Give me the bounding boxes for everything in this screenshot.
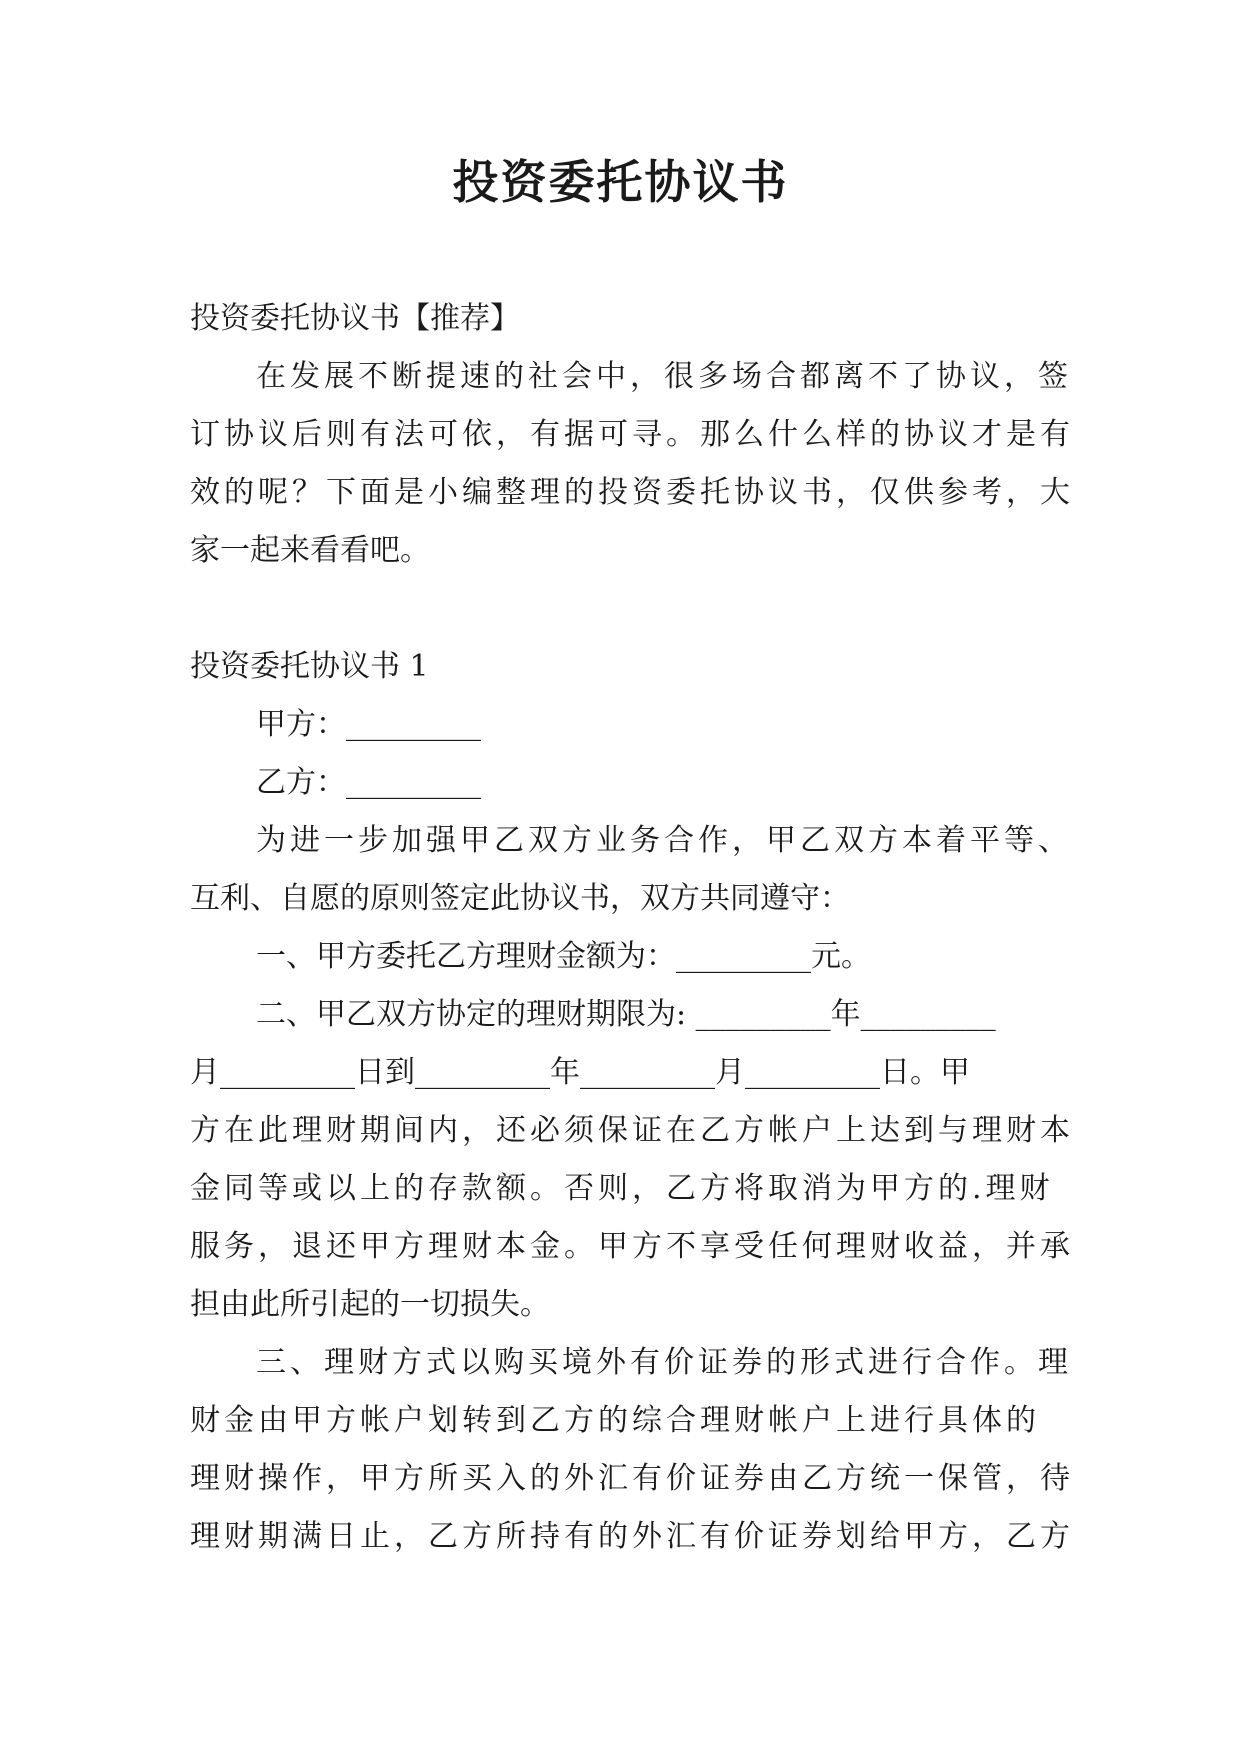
document-body: [190, 290, 1074, 1566]
blank-line: [190, 580, 1050, 638]
paragraph-line: 效的呢？下面是小编整理的投资委托协议书，仅供参考，大: [190, 475, 1074, 510]
subtitle-line: 投资委托协议书【推荐】: [190, 301, 520, 336]
paragraph-line: 理财操作，甲方所买入的外汇有价证券由乙方统一保管，待: [190, 1461, 1074, 1496]
clause-3-line: 三、理财方式以购买境外有价证券的形式进行合作。理: [256, 1345, 1072, 1380]
section-heading: 投资委托协议书 1: [190, 649, 429, 684]
party-a-line: 甲方：_________: [256, 707, 481, 742]
paragraph-line: 财金由甲方帐户划转到乙方的综合理财帐户上进行具体的: [190, 1403, 1040, 1438]
paragraph-line: 担由此所引起的一切损失。: [190, 1287, 550, 1322]
clause-2-line: 二、甲乙双方协定的理财期限为: _________年_________: [256, 997, 996, 1032]
party-b-line: 乙方：_________: [256, 765, 481, 800]
paragraph-line: 家一起来看看吧。: [190, 533, 430, 568]
document-title: 投资委托协议书: [452, 155, 789, 209]
paragraph-line: 金同等或以上的存款额。否则，乙方将取消为甲方的.理财: [190, 1171, 1054, 1206]
paragraph-line: 互利、自愿的原则签定此协议书，双方共同遵守：: [190, 881, 850, 916]
paragraph-line: 订协议后则有法可依，有据可寻。那么什么样的协议才是有: [190, 417, 1074, 452]
paragraph-line: 为进一步加强甲乙双方业务合作，甲乙双方本着平等、: [256, 823, 1072, 858]
paragraph-line: 月_________日到_________年_________月_________日。甲: [190, 1055, 970, 1090]
paragraph-line: 在发展不断提速的社会中，很多场合都离不了协议，签: [256, 359, 1072, 394]
paragraph-line: 理财期满日止，乙方所持有的外汇有价证券划给甲方，乙方: [190, 1519, 1074, 1554]
paragraph-line: 服务，退还甲方理财本金。甲方不享受任何理财收益，并承: [190, 1229, 1074, 1264]
paragraph-line: 方在此理财期间内，还必须保证在乙方帐户上达到与理财本: [190, 1113, 1074, 1148]
clause-1-line: 一、甲方委托乙方理财金额为：_________元。: [256, 939, 871, 974]
